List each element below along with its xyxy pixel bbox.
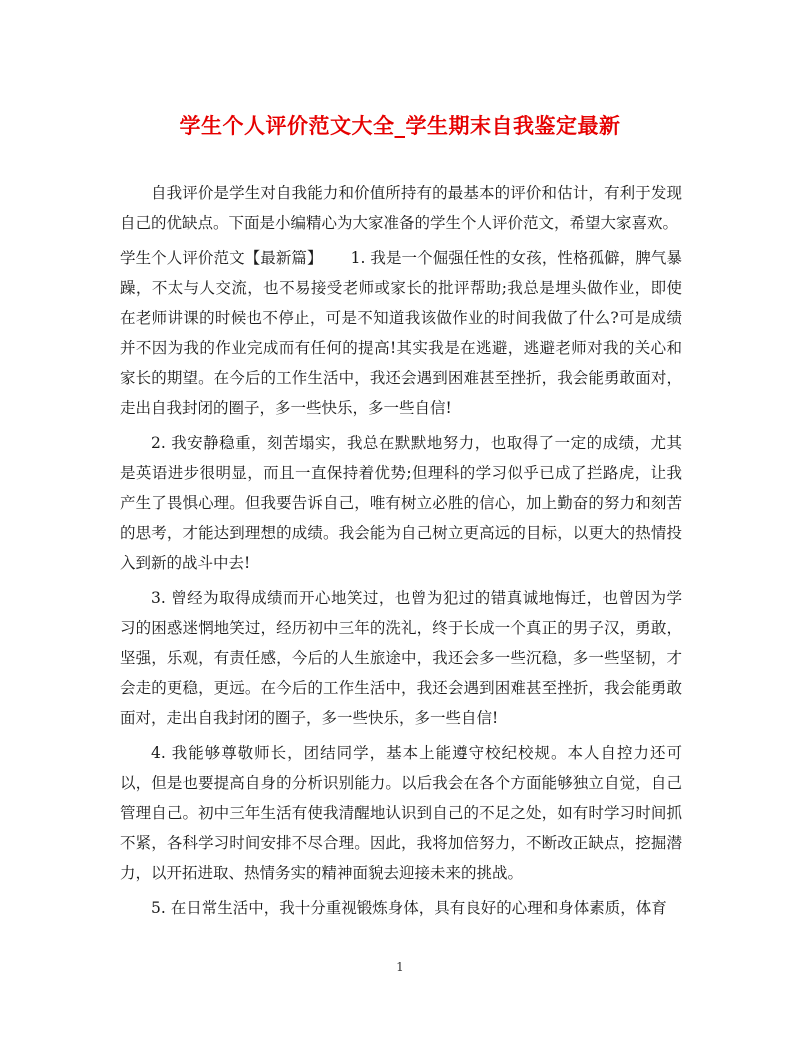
- first-item-paragraph: [120, 243, 682, 423]
- paragraph-3: 3. 曾经为取得成绩而开心地笑过，也曾为犯过的错真诚地悔迁，也曾因为学习的困惑迷惘地笑过，经历初中三年的洗礼，终于长成一个真正的男子汉，勇敢，坚强，乐观，有责任感，今后的人生旅途中，我还会多一些沉稳，多一些坚韧，才会走的更稳，更远。在今后的工作生活中，我还会遇到困难甚至挫折，我会能勇敢面对，走出自我封闭的圈子，多一些快乐，多一些自信!: [120, 589, 682, 727]
- paragraph-4: 4. 我能够尊敬师长，团结同学，基本上能遵守校纪校规。本人自控力还可以，但是也要提高自身的分析识别能力。以后我会在各个方面能够独立自觉，自己管理自己。初中三年生活有使我清醒地认识到自己的不足之处，如有时学习时间抓不紧，各科学习时间安排不尽合理。因此，我将加倍努力，不断改正缺点，挖掘潜力，以开拓进取、热情务实的精神面貌去迎接未来的挑战。: [120, 744, 682, 882]
- document-title: 学生个人评价范文大全_学生期末自我鉴定最新: [179, 113, 621, 138]
- document-body: [120, 178, 682, 928]
- paragraph-2: 2. 我安静稳重，刻苦塌实，我总在默默地努力，也取得了一定的成绩，尤其是英语进步很明显，而且一直保持着优势;但理科的学习似乎已成了拦路虎，让我产生了畏惧心理。但我要告诉自己，唯有树立必胜的信心，加上勤奋的努力和刻苦的思考，才能达到理想的成绩。我会能为自己树立更高远的目标，以更大的热情投入到新的战斗中去!: [120, 434, 682, 572]
- paragraph-1-text: 1. 我是一个倔强任性的女孩，性格孤僻，脾气暴躁，不太与人交流，也不易接受老师或家长的批评帮助;我总是埋头做作业，即使在老师讲课的时候也不停止，可是不知道我该做作业的时间我做了什么?可是成绩并不因为我的作业完成而有任何的提高!其实我是在逃避，逃避老师对我的关心和家长的期望。在今后的工作生活中，我还会遇到困难甚至挫折，我会能勇敢面对，走出自我封闭的圈子，多一些快乐，多一些自信!: [120, 249, 682, 417]
- page-number: 1: [396, 960, 404, 974]
- paragraph-5: 5. 在日常生活中，我十分重视锻炼身体，具有良好的心理和身体素质，体育: [151, 899, 667, 917]
- intro-paragraph: 自我评价是学生对自我能力和价值所持有的最基本的评价和估计，有利于发现自己的优缺点。下面是小编精心为大家准备的学生个人评价范文，希望大家喜欢。: [120, 184, 682, 232]
- section-heading: 学生个人评价范文【最新篇】: [120, 249, 323, 267]
